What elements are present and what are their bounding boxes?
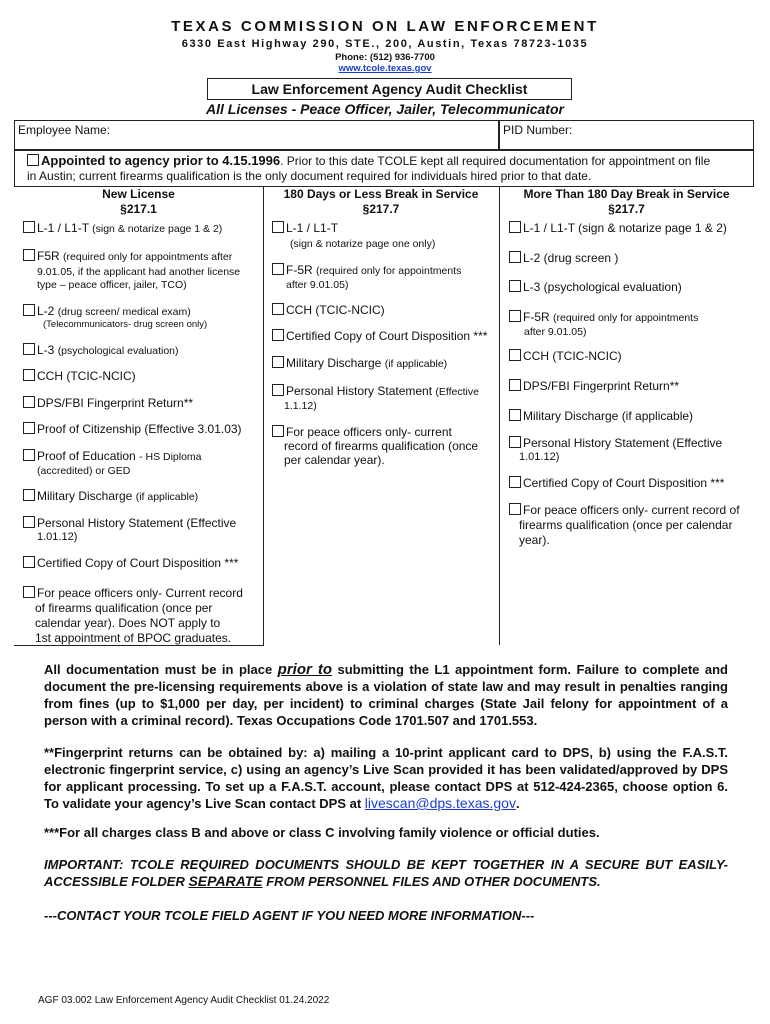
livescan-email-link[interactable]: livescan@dps.texas.gov <box>364 795 516 811</box>
item-label: L-3 (psychological evaluation) <box>523 280 682 294</box>
item-text-line <box>284 439 478 453</box>
employee-name-label: Employee Name: <box>18 123 111 137</box>
column-long-break-header <box>499 187 754 217</box>
notice-text: . <box>515 796 520 811</box>
checkbox[interactable] <box>509 280 521 292</box>
checkbox[interactable] <box>23 516 35 528</box>
checkbox[interactable] <box>272 329 284 341</box>
checkbox[interactable] <box>272 425 284 437</box>
item-text-line <box>519 518 732 532</box>
checkbox[interactable] <box>509 221 521 233</box>
item-label: firearms qualification (once per calendar <box>519 518 733 532</box>
agency-phone: Phone: (512) 936-7700 <box>335 52 435 63</box>
notice-text: IMPORTANT: TCOLE REQUIRED DOCUMENTS SHOULD BE KEPT TOGETHER IN A SECURE BUT EASILY-ACCESSIBLE FOLDER <box>44 857 728 889</box>
checkbox[interactable] <box>272 303 284 315</box>
checkbox[interactable] <box>272 221 284 233</box>
item-note: (sign & notarize page one only) <box>290 238 436 250</box>
column-short-break <box>263 187 500 645</box>
checklist-item <box>23 304 191 319</box>
item-label: Personal History Statement (Effective <box>523 436 723 450</box>
item-text-line <box>284 453 385 467</box>
item-label: F5R <box>37 249 64 263</box>
checklist-item <box>509 310 698 325</box>
checkbox[interactable] <box>23 396 35 408</box>
checklist-item <box>509 280 682 294</box>
form-subtitle: All Licenses - Peace Officer, Jailer, Telecommunicator <box>206 101 564 117</box>
item-text-line <box>35 616 220 630</box>
item-note-line <box>43 318 207 332</box>
pid-number-label: PID Number: <box>503 123 573 137</box>
checkbox[interactable] <box>509 310 521 322</box>
item-note: 9.01.05, if the applicant had another license <box>37 266 241 278</box>
requirements-notice <box>44 661 728 729</box>
item-note: (Effective <box>435 386 479 398</box>
item-label: Military Discharge (if applicable) <box>523 409 694 423</box>
checkbox[interactable] <box>23 369 35 381</box>
checkbox[interactable] <box>23 343 35 355</box>
form-footer: AGF 03.002 Law Enforcement Agency Audit Checklist 01.24.2022 <box>38 995 330 1006</box>
appointed-prior-text: . Prior to this date TCOLE kept all required documentation for appointment on file <box>280 154 711 168</box>
checklist-item <box>23 221 222 236</box>
checklist-item <box>509 409 693 423</box>
item-note: 1.1.12) <box>284 400 317 412</box>
appointed-prior-text-2: in Austin; current firearms qualification is the only document required for individuals hired prior to that date. <box>27 169 592 183</box>
checklist-item <box>272 384 479 399</box>
item-label: L-2 <box>37 304 58 318</box>
item-note-line <box>37 530 77 544</box>
item-label: L-2 (drug screen ) <box>523 251 619 265</box>
item-note-line <box>519 450 559 464</box>
item-note: (if applicable) <box>384 358 448 370</box>
column-header-title: 180 Days or Less Break in Service <box>283 187 479 201</box>
checklist-item <box>23 396 193 410</box>
item-label: Certified Copy of Court Disposition *** <box>523 476 725 490</box>
checklist-item <box>509 221 727 235</box>
checkbox[interactable] <box>509 251 521 263</box>
checklist-item <box>509 349 622 363</box>
appointed-prior-checkbox[interactable] <box>27 154 39 166</box>
checkbox[interactable] <box>509 379 521 391</box>
agency-name: TEXAS COMMISSION ON LAW ENFORCEMENT <box>171 18 599 35</box>
item-label: Military Discharge <box>286 356 385 370</box>
agency-address: 6330 East Highway 290, STE., 200, Austin, Texas 78723-1035 <box>181 38 589 50</box>
checklist-item <box>509 379 679 393</box>
item-label: Military Discharge <box>37 489 136 503</box>
item-label: year). <box>519 533 550 547</box>
item-note-line <box>37 277 187 292</box>
notice-emphasis: SEPARATE <box>188 873 263 889</box>
column-header-title: More Than 180 Day Break in Service <box>523 187 730 201</box>
item-note: (required only for appointments <box>316 265 462 277</box>
column-short-break-header <box>263 187 499 217</box>
item-note: (psychological evaluation) <box>57 345 179 357</box>
checklist-item <box>23 249 232 264</box>
item-label: DPS/FBI Fingerprint Return** <box>523 379 680 393</box>
item-note-line <box>37 463 130 478</box>
item-label: Personal History Statement (Effective <box>37 516 237 530</box>
checkbox[interactable] <box>509 436 521 448</box>
item-label: Personal History Statement <box>286 384 436 398</box>
item-note-line <box>284 398 317 413</box>
item-label: Certified Copy of Court Disposition *** <box>37 556 239 570</box>
appointed-prior-label: Appointed to agency prior to 4.15.1996 <box>41 153 281 168</box>
checkbox[interactable] <box>23 304 35 316</box>
checkbox[interactable] <box>23 489 35 501</box>
item-label: L-3 <box>37 343 58 357</box>
checkbox[interactable] <box>23 221 35 233</box>
item-label: DPS/FBI Fingerprint Return** <box>37 396 194 410</box>
checklist-item <box>23 586 243 600</box>
item-label: 1st appointment of BPOC graduates. <box>35 631 232 645</box>
item-note: (drug screen/ medical exam) <box>57 306 191 318</box>
item-note: (sign & notarize page 1 & 2) <box>92 223 223 235</box>
checklist-item <box>23 489 198 504</box>
agency-website-link[interactable]: www.tcole.texas.gov <box>338 63 432 74</box>
item-note: 1.01.12) <box>37 531 78 543</box>
item-note-line <box>524 324 586 339</box>
item-note: - HS Diploma <box>139 451 202 463</box>
item-label: of firearms qualification (once per <box>35 601 213 615</box>
item-label: CCH (TCIC-NCIC) <box>286 303 385 317</box>
employee-name-field[interactable] <box>14 120 499 150</box>
checklist-item <box>23 516 236 530</box>
checklist-item <box>272 221 338 235</box>
item-label: For peace officers only- current record of <box>523 503 740 517</box>
item-label: CCH (TCIC-NCIC) <box>523 349 622 363</box>
item-label: L-1 / L1-T (sign & notarize page 1 & 2) <box>523 221 727 235</box>
item-label: record of firearms qualification (once <box>284 439 479 453</box>
checkbox[interactable] <box>509 503 521 515</box>
checklist-item <box>509 436 722 450</box>
item-note: (accredited) or GED <box>37 465 131 477</box>
item-text-line <box>519 533 550 547</box>
item-label: Proof of Citizenship (Effective 3.01.03) <box>37 422 242 436</box>
item-label: For peace officers only- Current record <box>37 586 243 600</box>
column-header-section: §217.7 <box>608 202 645 216</box>
checklist-item <box>23 556 238 570</box>
checklist-item <box>23 343 179 358</box>
appointed-prior-row <box>14 150 754 187</box>
item-label: L-1 / L1-T <box>286 221 339 235</box>
item-label: CCH (TCIC-NCIC) <box>37 369 136 383</box>
checklist-item <box>23 449 202 464</box>
checkbox[interactable] <box>23 422 35 434</box>
checklist-item <box>272 329 487 343</box>
checklist-item <box>23 369 136 383</box>
checkbox[interactable] <box>272 356 284 368</box>
column-header-section: §217.7 <box>362 202 400 216</box>
checklist-item <box>272 263 461 278</box>
checkbox[interactable] <box>272 263 284 275</box>
column-new-license <box>14 187 264 646</box>
item-note: after 9.01.05) <box>524 326 587 338</box>
item-label: L-1 / L1-T <box>37 221 93 235</box>
contact-notice: ---CONTACT YOUR TCOLE FIELD AGENT IF YOU NEED MORE INFORMATION--- <box>44 908 535 923</box>
checklist-item <box>272 425 452 439</box>
column-header-title: New License <box>102 187 175 201</box>
item-note: type – peace officer, jailer, TCO) <box>37 279 187 291</box>
item-note: (if applicable) <box>135 491 199 503</box>
item-note-line <box>286 277 348 292</box>
form-title: Law Enforcement Agency Audit Checklist <box>207 78 572 100</box>
item-label: Certified Copy of Court Disposition *** <box>286 329 488 343</box>
item-text-line <box>35 601 212 615</box>
item-label: calendar year). Does NOT apply to <box>35 616 221 630</box>
item-note: (required only for appointments after <box>63 251 233 263</box>
checkbox[interactable] <box>23 449 35 461</box>
notice-text: FROM PERSONNEL FILES AND OTHER DOCUMENTS. <box>262 874 601 889</box>
checkbox[interactable] <box>272 384 284 396</box>
notice-emphasis: prior to <box>277 661 333 678</box>
item-note: after 9.01.05) <box>286 279 349 291</box>
checklist-item <box>509 251 618 265</box>
notice-text: All documentation must be in place <box>44 662 278 677</box>
checklist-item <box>272 356 447 371</box>
notice-text: **Fingerprint returns can be obtained by: a) mailing a 10-print applicant card to DPS, b) using the F.A.S.T. electronic fingerprint service, c) using an agency’s Live Scan provided it has been validated/approved by DPS for applicant processing. To set up a F.A.S.T. account, please contact DPS at 512-424-2365, choose option 6. To validate your agency’s Live Scan contact DPS at <box>44 745 728 811</box>
column-long-break <box>499 187 754 645</box>
column-header-section: §217.1 <box>120 202 157 216</box>
item-label: For peace officers only- current <box>286 425 452 439</box>
item-text-line <box>35 631 231 645</box>
checkbox[interactable] <box>509 349 521 361</box>
charges-notice: ***For all charges class B and above or class C involving family violence or official duties. <box>44 825 600 840</box>
important-notice <box>44 856 728 890</box>
checklist-item <box>272 303 385 317</box>
checklist-item <box>509 476 724 490</box>
checkbox[interactable] <box>23 586 35 598</box>
item-label: per calendar year). <box>284 453 385 467</box>
checklist-item <box>23 422 242 436</box>
checkbox[interactable] <box>509 409 521 421</box>
fingerprint-notice <box>44 744 728 812</box>
column-new-license-header <box>14 187 263 217</box>
pid-number-field[interactable] <box>499 120 754 150</box>
checkbox[interactable] <box>23 249 35 261</box>
item-note-line <box>290 236 435 251</box>
checklist-item <box>509 503 740 517</box>
checkbox[interactable] <box>509 476 521 488</box>
checkbox[interactable] <box>23 556 35 568</box>
item-note: (Telecommunicators- drug screen only) <box>43 319 208 330</box>
item-label: F-5R <box>523 310 553 324</box>
item-note: 1.01.12) <box>519 451 560 463</box>
item-label: Proof of Education <box>37 449 140 463</box>
notice-text: submitting the L1 appointment form. Failure to complete and document the pre-licensing requirements above is a violation of state law and may result in penalties ranging from fines (up to $1,000 per day, per incident) to criminal charges (State Jail felony for appointment of a person with a criminal record). Texas Occupations Code 1701.507 and 1701.553. <box>44 662 728 728</box>
item-note: (required only for appointments <box>553 312 699 324</box>
item-label: F-5R <box>286 263 316 277</box>
